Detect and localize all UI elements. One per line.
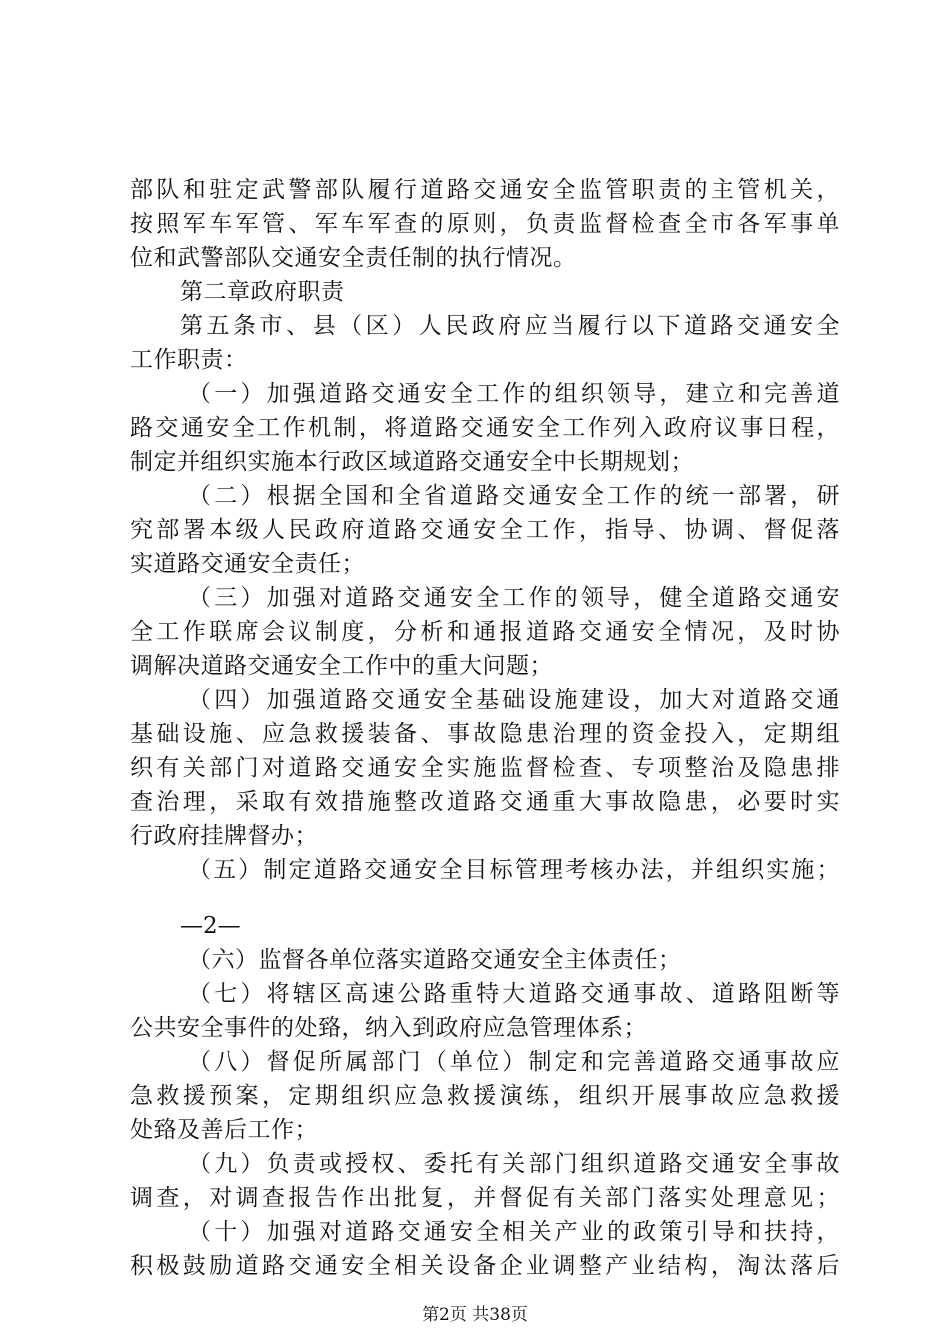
text-line: 究部署本级人民政府道路交通安全工作，指导、协调、督促落: [130, 517, 840, 543]
page-footer: 第2页 共38页: [422, 1305, 528, 1325]
text-line: 处臵及善后工作；: [130, 1117, 318, 1143]
text-line: （十）加强对道路交通安全相关产业的政策引导和扶持，: [188, 1219, 840, 1245]
text-line: （三）加强对道路交通安全工作的领导，健全道路交通安: [188, 585, 840, 611]
text-line: 公共安全事件的处臵，纳入到政府应急管理体系；: [130, 1015, 647, 1041]
text-line: 急救援预案，定期组织应急救援演练，组织开展事故应急救援: [130, 1083, 840, 1109]
text-line: 工作职责：: [130, 347, 248, 373]
text-line: 查治理，采取有效措施整改道路交通重大事故隐患，必要时实: [130, 789, 840, 815]
page-marker: —2—: [180, 913, 241, 939]
text-line: 调解决道路交通安全工作中的重大问题；: [130, 653, 553, 679]
text-line: （七）将辖区高速公路重特大道路交通事故、道路阻断等: [188, 981, 840, 1007]
text-line: 按照军车军管、军车军查的原则，负责监督检查全市各军事单: [130, 211, 840, 237]
text-line: 位和武警部队交通安全责任制的执行情况。: [130, 245, 577, 271]
article-heading: 第五条市、县（区）人民政府应当履行以下道路交通安全: [180, 313, 840, 339]
text-line: （二）根据全国和全省道路交通安全工作的统一部署，研: [188, 483, 840, 509]
text-line: （五）制定道路交通安全目标管理考核办法，并组织实施；: [188, 857, 840, 883]
text-line: （一）加强道路交通安全工作的组织领导，建立和完善道: [188, 381, 840, 407]
text-line: 织有关部门对道路交通安全实施监督检查、专项整治及隐患排: [130, 755, 840, 781]
text-line: 部队和驻定武警部队履行道路交通安全监管职责的主管机关，: [130, 177, 840, 203]
text-line: 行政府挂牌督办；: [130, 823, 318, 849]
text-line: 制定并组织实施本行政区域道路交通安全中长期规划；: [130, 449, 694, 475]
chapter-heading: 第二章政府职责: [180, 279, 345, 305]
text-line: （六）监督各单位落实道路交通安全主体责任；: [188, 947, 682, 973]
text-line: 调查，对调查报告作出批复，并督促有关部门落实处理意见；: [130, 1185, 840, 1211]
text-line: 基础设施、应急救援装备、事故隐患治理的资金投入，定期组: [130, 721, 840, 747]
text-line: 实道路交通安全责任；: [130, 551, 365, 577]
text-line: 积极鼓励道路交通安全相关设备企业调整产业结构，淘汰落后: [130, 1253, 840, 1279]
text-line: 全工作联席会议制度，分析和通报道路交通安全情况，及时协: [130, 619, 840, 645]
text-line: （八）督促所属部门（单位）制定和完善道路交通事故应: [188, 1049, 840, 1075]
text-line: （九）负责或授权、委托有关部门组织道路交通安全事故: [188, 1151, 840, 1177]
text-line: （四）加强道路交通安全基础设施建设，加大对道路交通: [188, 687, 840, 713]
text-line: 路交通安全工作机制，将道路交通安全工作列入政府议事日程，: [130, 415, 840, 441]
